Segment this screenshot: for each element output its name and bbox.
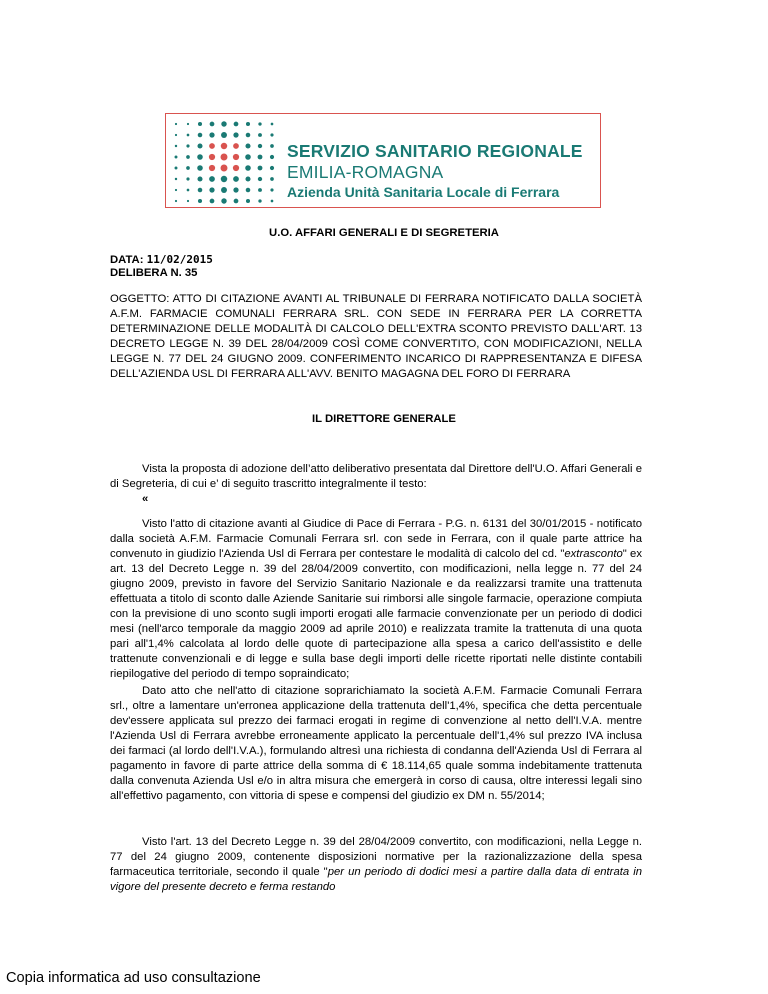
logo-dot (271, 123, 274, 126)
logo-dot (270, 177, 274, 181)
logo-dot (221, 187, 227, 193)
para1-text-c: " ex art. 13 del Decreto Legge n. 39 del 28/04/2009 convertito, con modificazioni, nella legge n. 77 del 24 giugno 2009, previsto in favore del Servizio Sanitario Nazionale e da realizzarsi tramite una trattenuta effettuata a titolo di sconto dalle Aziende Sanitarie sui rimborsi alle singole farmacie, operazione compiuta con la previsione di uno sconto sugli importi erogati alle farmacie convenzionate per un periodo di dodici mesi (nell'arco temporale da maggio 2009 ad aprile 2010) e realizzata tramite la trattenuta di una quota pari all'1,4% calcolata al lordo delle quote di partecipazione alla spesa a carico dell'assistito e delle trattenute convenzionali e di legge e sulla base degli importi delle ricette riportati nelle distinte contabili riepilogative del periodo di tempo sopraindicato; (110, 548, 642, 680)
logo-dot (270, 166, 274, 170)
logo (165, 113, 601, 208)
logo-dot (175, 189, 177, 191)
para3-italic: per un periodo di dodici mesi a partire dalla data di entrata in vigore del presente decreto e ferma restando (110, 866, 642, 893)
logo-dot (246, 188, 251, 193)
logo-dot (271, 200, 274, 203)
logo-dot (234, 122, 239, 127)
logo-dot (197, 154, 203, 160)
logo-dot (233, 132, 238, 137)
date-value: 11/02/2015 (146, 253, 213, 266)
logo-dot (246, 199, 250, 203)
logo-dot (221, 132, 227, 138)
logo-dot (245, 176, 250, 181)
logo-line2: EMILIA-ROMAGNA (287, 162, 444, 182)
logo-dot (258, 122, 261, 125)
logo-dot (198, 122, 202, 126)
logo-dot (246, 122, 250, 126)
footer-note: Copia informatica ad uso consultazione (6, 970, 261, 986)
logo-dots-icon (170, 118, 282, 206)
logo-dot (221, 121, 226, 126)
logo-dot (175, 156, 178, 159)
logo-dot (210, 199, 215, 204)
logo-line1: SERVIZIO SANITARIO REGIONALE (287, 141, 583, 161)
logo-dot (187, 134, 190, 137)
logo-dot (221, 154, 228, 161)
logo-dot (186, 144, 189, 147)
office-heading: U.O. AFFARI GENERALI E DI SEGRETERIA (269, 227, 499, 239)
paragraph-dato-atto (110, 684, 642, 804)
logo-dot (233, 187, 238, 192)
paragraph-citazione (110, 517, 642, 682)
logo-dot (258, 177, 262, 181)
logo-dot (221, 165, 228, 172)
logo-dot (175, 145, 177, 147)
date-label: DATA: (110, 254, 144, 266)
section-title: IL DIRETTORE GENERALE (312, 413, 456, 425)
para3-text-a: Visto l'art. 13 del Decreto Legge n. 39 del 28/04/2009 convertito, con modificazioni, nella Legge n. 77 del 24 giugno 2009, contenente disposizioni normative per la razionalizzazione della spesa farmaceutica territoriale, secondo il quale " (110, 836, 642, 878)
logo-dot (209, 154, 215, 160)
logo-dot (234, 199, 239, 204)
logo-dot (221, 143, 227, 149)
delibera-number: DELIBERA N. 35 (110, 267, 198, 279)
logo-dot (221, 198, 226, 203)
logo-dot (245, 143, 250, 148)
logo-dot (197, 176, 202, 181)
logo-dot (209, 165, 215, 171)
logo-dot (197, 143, 202, 148)
logo-dot (175, 167, 178, 170)
logo-dot (245, 154, 251, 160)
logo-dot (187, 189, 190, 192)
logo-dot (175, 123, 177, 125)
intro-paragraph (110, 462, 642, 507)
logo-dot (186, 155, 190, 159)
logo-dot (209, 132, 214, 137)
logo-dot (175, 178, 177, 180)
logo-dot (221, 176, 227, 182)
logo-dot (270, 155, 274, 159)
logo-dot (258, 199, 261, 202)
logo-dot (246, 133, 251, 138)
logo-dot (186, 177, 189, 180)
quote-mark: « (142, 493, 149, 505)
logo-dot (233, 165, 239, 171)
logo-dot (258, 188, 262, 192)
logo-dot (233, 154, 239, 160)
logo-dot (198, 199, 202, 203)
logo-dot (270, 133, 273, 136)
logo-dot (210, 122, 215, 127)
intro-text: Vista la proposta di adozione dell’atto deliberativo presentata dal Direttore dell'U.O. Affari Generali e di Segreteria, di cui e’ di seguito trascritto integralmente il testo: (110, 463, 642, 490)
logo-dot (209, 176, 215, 182)
logo-dot (209, 143, 215, 149)
logo-dot (175, 200, 177, 202)
logo-dot (198, 133, 203, 138)
logo-dot (270, 144, 274, 148)
logo-dot (258, 144, 262, 148)
para1-italic: extrasconto (564, 548, 623, 560)
logo-dot (186, 166, 190, 170)
logo-dot (258, 155, 263, 160)
paragraph-visto-art (110, 835, 642, 895)
oggetto: OGGETTO: ATTO DI CITAZIONE AVANTI AL TRIBUNALE DI FERRARA NOTIFICATO DALLA SOCIETÀ A.F.M. FARMACIE COMUNALI FERRARA SRL. CON SEDE IN FERRARA PER LA CORRETTA DETERMINAZIONE DELLE MODALITÀ DI CALCOLO DELL'EXTRA SCONTO PREVISTO DALL'ART. 13 DECRETO LEGGE N. 39 DEL 28/04/2009 COSÌ COME CONVERTITO, CON MODIFICAZIONI, NELLA LEGGE N. 77 DEL 24 GIUGNO 2009. CONFERIMENTO INCARICO DI RAPPRESENTANZA E DIFESA DELL'AZIENDA USL DI FERRARA ALL'AVV. BENITO MAGAGNA DEL FORO DI FERRARA (110, 293, 642, 380)
logo-dot (197, 165, 203, 171)
logo-dot (233, 176, 239, 182)
para2-text: Dato atto che nell'atto di citazione soprarichiamato la società A.F.M. Farmacie Comunali Ferrara srl., oltre a lamentare un'erronea applicazione della trattenuta dell'1,4%, specifica che detta percentuale dev'essere applicata sul prezzo dei farmaci erogati in regime di convenzione al netto dell'I.V.A. mentre l'Azienda Usl di Ferrara avrebbe erroneamente applicato la percentuale dell'1,4% sul prezzo IVA inclusa dei farmaci (al lordo dell'I.V.A.), formulando altresì una richiesta di condanna dell'Azienda Usl di Ferrara al pagamento in favore di parte attrice della somma di € 18.114,65 quale somma indebitamente trattenuta dalla convenuta Azienda Usl e/o in altra misura che emergerà in corso di causa, oltre interessi legali sino all'effettivo pagamento, con vittoria di spese e compensi del giudizio ex DM n. 55/2014; (110, 685, 642, 802)
logo-dot (258, 133, 262, 137)
logo-dot (175, 134, 177, 136)
logo-dot (245, 165, 251, 171)
logo-dot (258, 166, 263, 171)
para1-text-a: Visto l'atto di citazione avanti al Giudice di Pace di Ferrara - P.G. n. 6131 del 30/01/2015 - notificato dalla società A.F.M. Farmacie Comunali Ferrara srl. con sede in Ferrara, con il quale parte attrice ha convenuto in giudizio l'Azienda Usl di Ferrara per contestare le modalità di calcolo del cd. " (110, 518, 642, 560)
logo-dot (198, 188, 203, 193)
logo-dot (233, 143, 239, 149)
logo-line3: Azienda Unità Sanitaria Locale di Ferrara (287, 184, 560, 200)
logo-dot (187, 200, 189, 202)
logo-dot (209, 187, 214, 192)
logo-dot (270, 188, 273, 191)
logo-dot (187, 123, 189, 125)
